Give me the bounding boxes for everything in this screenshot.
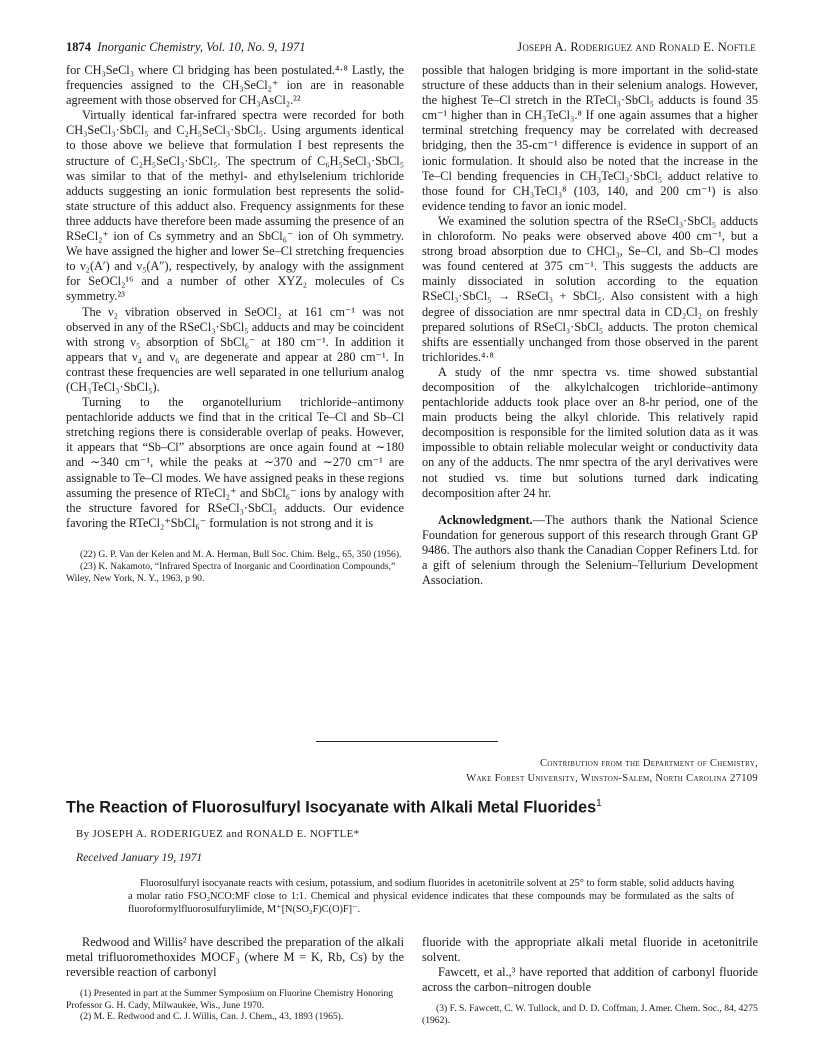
acknowledgment-text: —The authors thank the National Science Foundation for generous support of this research through Grant GP 9486. The authors also thank the Canadian Copper Refiners Ltd. for a gift of selenium through the Selenium–Tellurium Development Association. <box>422 512 758 588</box>
body-right-footnotes <box>422 1003 758 1026</box>
left-paragraph: The ν₂ vibration observed in SeOCl₂ at 161 cm⁻¹ was not observed in any of the RSeCl₃·SbCl₅ adducts and may be coincident with strong ν₅ absorption of SbCl₆⁻ at 180 cm⁻¹. In addition it appears that ν₄ and ν₆ are degenerate and appear at 280 cm⁻¹. In contrast these frequencies are well separated in one tellurium analog (CH₃TeCl₃·SbCl₅). <box>66 304 404 394</box>
running-head <box>66 40 756 60</box>
footnote: (1) Presented in part at the Summer Symposium on Fluorine Chemistry Honoring Professor G. H. Cady, Milwaukee, Wis., June 1970. <box>66 988 394 1011</box>
right-paragraph: We examined the solution spectra of the RSeCl₃·SbCl₅ adducts in chloroform. No peaks were observed above 400 cm⁻¹, but a strong broad absorption due to CHCl₃, Se–Cl, and Sb–Cl modes was found centered at 375 cm⁻¹. This suggests the adducts are mainly dissociated in solution according to the equation RSeCl₃·SbCl₅ → RSeCl₃ + SbCl₅. Also consistent with a high degree of dissociation are nmr spectral data in CD₂Cl₂ on freshly prepared solutions of RSeCl₃·SbCl₅ adducts. The proton chemical shifts are essentially unchanged from those observed in the parent trichlorides.⁴·⁸ <box>422 213 758 364</box>
body-paragraph: Redwood and Willis² have described the preparation of the alkali metal trifluoromethoxides MOCF₃ (where M = K, Rb, Cs) by the reversible reaction of carbonyl <box>66 935 404 980</box>
body-right-column <box>422 935 758 1026</box>
title-footnote-mark: 1 <box>596 798 602 809</box>
left-paragraph: for CH₃SeCl₃ where Cl bridging has been postulated.⁴·⁸ Lastly, the frequencies assigned to the CH₃SeCl₂⁺ ion are in reasonable agreement with those observed for CH₃AsCl₂.²² <box>66 63 404 108</box>
right-column <box>422 63 758 588</box>
footnote: (2) M. E. Redwood and C. J. Willis, Can. J. Chem., 43, 1893 (1965). <box>80 1011 344 1023</box>
acknowledgment-heading: Acknowledgment. <box>438 512 533 527</box>
acknowledgment <box>422 513 758 588</box>
running-head-authors: Joseph A. Roderiguez and Ronald E. Noftle <box>517 40 756 54</box>
footnote: (3) F. S. Fawcett, C. W. Tullock, and D. D. Coffman, J. Amer. Chem. Soc., 84, 4275 (1962). <box>422 1003 758 1026</box>
body-paragraph: Fawcett, et al.,³ have reported that addition of carbonyl fluoride across the carbon–nitrogen double <box>422 965 758 995</box>
journal-citation: Inorganic Chemistry, Vol. 10, No. 9, 1971 <box>97 40 306 54</box>
left-paragraph: Turning to the organotellurium trichloride–antimony pentachloride adducts we find that in the critical Te–Cl and Sb–Cl stretching regions there is considerable overlap of peaks. However, it appears that “Sb–Cl” absorptions are once again found at ∼180 and ∼340 cm⁻¹, while the peaks at ∼370 and ∼270 cm⁻¹ are assignable to Te–Cl modes. We have assigned peaks in these regions assuming the presence of RTeCl₂⁺ and SbCl₆⁻ ions by analogy with the structure favored for RSeCl₃·SbCl₅ adducts. Our evidence favoring the RTeCl₂⁺SbCl₆⁻ formulation is not strong and it is <box>66 395 404 530</box>
page-number: 1874 <box>66 40 91 54</box>
footnote: (22) G. P. Van der Kelen and M. A. Herman, Bull Soc. Chim. Belg., 65, 350 (1956). <box>80 548 402 560</box>
right-paragraph: possible that halogen bridging is more important in the solid-state structure of these adducts than in their selenium analogs. However, the highest Te–Cl stretch in the RTeCl₃·SbCl₅ adducts is found 35 cm⁻¹ higher than in CH₃TeCl₃.⁸ If one again assumes that a higher terminal stretching frequency may be correlated with decreased bridging, then the 35-cm⁻¹ difference is evidence in support of an ionic formulation. It should also be noted that the increase in the Te–Cl bending frequencies in CH₃TeCl₃·SbCl₅ adduct relative to those found for CH₃TeCl₃⁸ (103, 140, and 200 cm⁻¹) is also evidence tending to favor an ionic model. <box>422 63 758 213</box>
left-footnotes <box>66 549 404 584</box>
abstract: Fluorosulfuryl isocyanate reacts with cesium, potassium, and sodium fluorides in acetonitrile solvent at 25° to form stable, solid adducts having a molar ratio FSO₂NCO:MF close to 1:1. Chemical and physical evidence indicates that these compounds may be formulated as the salts of fluoroformylfluorosulfurylimide, M⁺[N(SO₂F)C(O)F]⁻. <box>128 878 734 916</box>
contribution-header <box>300 756 758 786</box>
body-left-footnotes <box>66 988 404 1022</box>
received-date: Received January 19, 1971 <box>76 851 203 864</box>
footnote: (23) K. Nakamoto, “Infrared Spectra of Inorganic and Coordination Compounds,” Wiley, New York, N. Y., 1963, p 90. <box>66 561 396 584</box>
left-paragraph: Virtually identical far-infrared spectra were recorded for both CH₃SeCl₃·SbCl₅ and C₂H₅SeCl₃·SbCl₅. Using arguments identical to those above we believe that formulation I best represents the structure of C₂H₅SeCl₃·SbCl₅. The spectrum of C₆H₅SeCl₃·SbCl₅ was similar to that of the methyl- and ethylselenium trichloride adducts suggesting an ionic formulation best represents the solid-state structure of this adduct also. Frequency assignments for these three adducts have therefore been made assuming the presence of an RSeCl₂⁺ ion of Cs symmetry and an SbCl₆⁻ ion of Oh symmetry. We have assigned the higher and lower Se–Cl stretching frequencies to ν₂(A′) and ν₅(A″), respectively, by analogy with the assignment for SeOCl₂¹⁶ and a number of other XYZ₂ molecules of Cs symmetry.²³ <box>66 108 404 304</box>
section-divider <box>316 741 498 742</box>
article-title <box>66 798 758 817</box>
body-left-column <box>66 935 404 1023</box>
contribution-line: Wake Forest University, Winston-Salem, North Carolina 27109 <box>466 773 758 784</box>
article-title-text: The Reaction of Fluorosulfuryl Isocyanate with Alkali Metal Fluorides <box>66 798 597 817</box>
byline: By JOSEPH A. RODERIGUEZ and RONALD E. NOFTLE* <box>76 828 360 840</box>
left-column <box>66 63 404 585</box>
body-paragraph: fluoride with the appropriate alkali metal fluoride in acetonitrile solvent. <box>422 935 758 965</box>
contribution-line: Contribution from the Department of Chemistry, <box>539 758 758 769</box>
right-paragraph: A study of the nmr spectra vs. time showed substantial decomposition of the alkylchalcogen trichloride–antimony pentachloride adducts took place over an 8-hr period, one of the main products being the alkyl chloride. This relatively rapid decomposition is responsible for the limited solution data as it was impossible to obtain reliable molecular weight or conductivity data on any of the adducts. The nmr spectra of the aryl derivatives were not studied vs. time but solutions turned dark indicating decomposition after 24 hr. <box>422 364 758 500</box>
